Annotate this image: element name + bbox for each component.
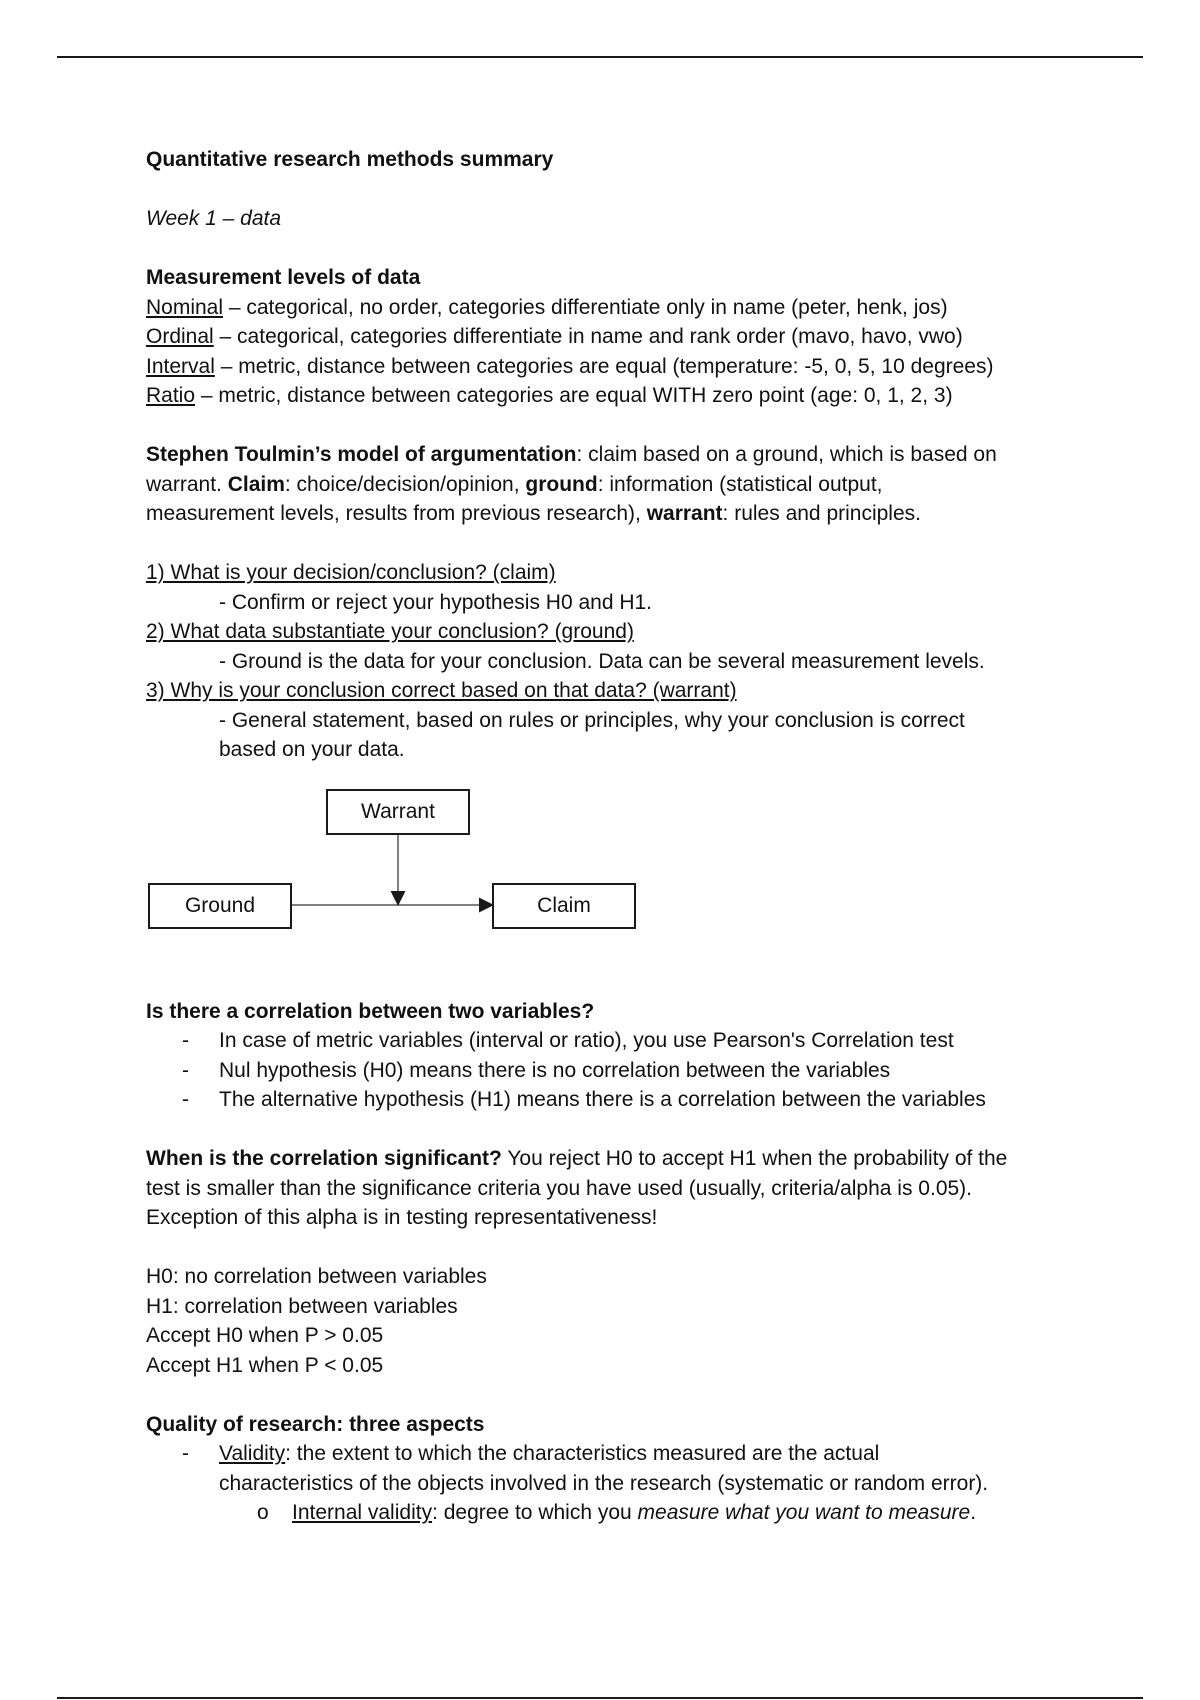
list-item: - Nul hypothesis (H0) means there is no correlation between the variables (182, 1058, 891, 1082)
bullet-text: Nul hypothesis (H0) means there is no correlation between the variables (219, 1058, 891, 1082)
answer-ground: - Ground is the data for your conclusion. Data can be several measurement levels. (219, 649, 985, 673)
measurement-text: – metric, distance between categories are equal WITH zero point (age: 0, 1, 2, 3) (195, 384, 953, 407)
question-claim: 1) What is your decision/conclusion? (claim) (146, 561, 556, 584)
document-page (146, 145, 1066, 1528)
hypothesis-line: Accept H1 when P < 0.05 (146, 1353, 384, 1377)
validity-text-cont: characteristics of the objects involved in the research (systematic or random error). (219, 1471, 989, 1495)
toulmin-paragraph-line (146, 470, 1066, 500)
measurement-text: – categorical, no order, categories differentiate only in name (peter, henk, jos) (223, 295, 948, 319)
term-ordinal: Ordinal (146, 325, 214, 348)
validity-term: Validity (219, 1442, 286, 1465)
measurement-item (146, 322, 1066, 352)
sub-bullet-marker: o (257, 1501, 269, 1524)
document-title: Quantitative research methods summary (146, 148, 554, 171)
answer-warrant-cont: based on your data. (219, 738, 405, 761)
footer-rule (57, 1697, 1143, 1699)
ground-term: ground (525, 472, 598, 496)
significance-line: test is smaller than the significance criteria you have used (usually, criteria/alpha is 0.05). (146, 1176, 973, 1200)
answer-claim: - Confirm or reject your hypothesis H0 and H1. (219, 590, 653, 614)
significance-text: You reject H0 to accept H1 when the probability of the (501, 1147, 1008, 1170)
list-item: - The alternative hypothesis (H1) means there is a correlation between the variables (182, 1088, 986, 1111)
significance-line: Exception of this alpha is in testing representativeness! (146, 1206, 658, 1229)
measurement-item (146, 381, 1066, 411)
question-ground: 2) What data substantiate your conclusion? (ground) (146, 620, 634, 643)
term-nominal: Nominal (146, 295, 224, 319)
measurement-item (146, 293, 1066, 323)
warrant-box: Warrant (326, 789, 470, 835)
toulmin-paragraph-line (146, 440, 1066, 470)
toulmin-diagram (146, 785, 1066, 985)
bullet-text: In case of metric variables (interval or ratio), you use Pearson's Correlation test (219, 1029, 954, 1052)
validity-text: : the extent to which the characteristics measured are the actual (285, 1442, 880, 1465)
toulmin-text: : choice/decision/opinion, (284, 472, 526, 496)
quality-heading: Quality of research: three aspects (146, 1412, 485, 1436)
internal-validity-end: . (970, 1501, 977, 1524)
list-item (146, 1498, 1066, 1528)
list-item: - In case of metric variables (interval or ratio), you use Pearson's Correlation test (182, 1029, 954, 1052)
hypothesis-line: H0: no correlation between variables (146, 1265, 487, 1288)
toulmin-text: measurement levels, results from previous research), (146, 502, 647, 525)
question-warrant: 3) Why is your conclusion correct based on that data? (warrant) (146, 679, 737, 702)
significance-question: When is the correlation significant? (146, 1147, 502, 1170)
ground-box: Ground (148, 883, 292, 929)
claim-box: Claim (492, 883, 636, 929)
claim-term: Claim (227, 472, 285, 496)
bullet-text: The alternative hypothesis (H1) means there is a correlation between the variables (219, 1088, 986, 1111)
correlation-heading: Is there a correlation between two variables? (146, 999, 595, 1023)
toulmin-text: warrant. (146, 472, 228, 496)
answer-warrant: - General statement, based on rules or principles, why your conclusion is correct (219, 708, 965, 732)
significance-line (146, 1144, 1066, 1174)
list-item: - Validity: the extent to which the characteristics measured are the actual (182, 1442, 880, 1465)
internal-validity-emphasis: measure what you want to measure (637, 1501, 971, 1524)
term-interval: Interval (146, 354, 215, 378)
internal-validity-text: : degree to which you (432, 1501, 638, 1524)
toulmin-paragraph-line (146, 499, 1066, 529)
hypothesis-line: Accept H0 when P > 0.05 (146, 1324, 384, 1347)
toulmin-title: Stephen Toulmin’s model of argumentation (146, 443, 577, 466)
measurement-text: – categorical, categories differentiate in name and rank order (mavo, havo, vwo) (213, 325, 963, 348)
measurement-text: – metric, distance between categories are equal (temperature: -5, 0, 5, 10 degrees) (214, 354, 994, 378)
warrant-term: warrant (646, 502, 723, 525)
measurement-item (146, 352, 1066, 382)
internal-validity-term: Internal validity (292, 1501, 433, 1524)
toulmin-text: : claim based on a ground, which is based on (576, 443, 997, 466)
toulmin-text: : rules and principles. (722, 502, 921, 525)
measurement-heading: Measurement levels of data (146, 266, 421, 289)
header-rule (57, 56, 1143, 58)
week-heading: Week 1 – data (146, 207, 282, 230)
hypothesis-line: H1: correlation between variables (146, 1294, 458, 1318)
toulmin-text: : information (statistical output, (597, 472, 883, 496)
term-ratio: Ratio (146, 384, 196, 407)
